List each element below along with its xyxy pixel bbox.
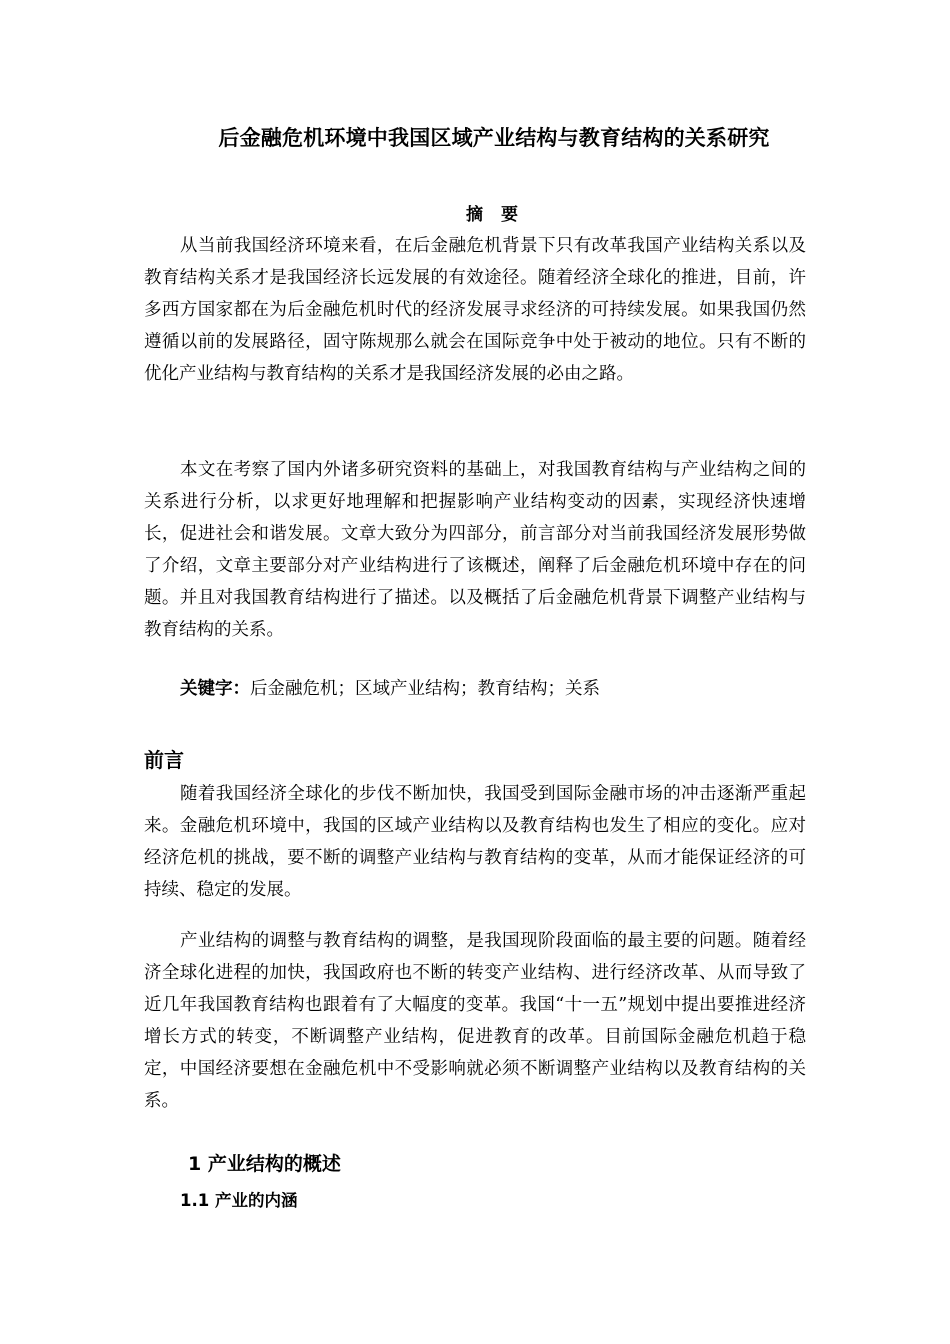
keywords-line xyxy=(180,673,600,705)
abstract-paragraph-1: 从当前我国经济环境来看，在后金融危机背景下只有改革我国产业结构关系以及教育结构关系才是我国经济长远发展的有效途径。随着经济全球化的推进，目前，许多西方国家都在为后金融危机时代的经济发展寻求经济的可持续发展。如果我国仍然遵循以前的发展路径，固守陈规那么就会在国际竞争中处于被动的地位。只有不断的优化产业结构与教育结构的关系才是我国经济发展的必由之路。 xyxy=(144,236,806,384)
preface-paragraph-2: 产业结构的调整与教育结构的调整，是我国现阶段面临的最主要的问题。随着经济全球化进程的加快，我国政府也不断的转变产业结构、进行经济改革、从而导致了近几年我国教育结构也跟着有了大幅度的变革。我国“十一五”规划中提出要推进经济增长方式的转变，不断调整产业结构，促进教育的改革。目前国际金融危机趋于稳定，中国经济要想在金融危机中不受影响就必须不断调整产业结构以及教育结构的关系。 xyxy=(144,931,806,1111)
preface-heading: 前言 xyxy=(144,748,184,772)
preface-paragraph-1: 随着我国经济全球化的步伐不断加快，我国受到国际金融市场的冲击逐渐严重起来。金融危机环境中，我国的区域产业结构以及教育结构也发生了相应的变化。应对经济危机的挑战，要不断的调整产业结构与教育结构的变革，从而才能保证经济的可持续、稳定的发展。 xyxy=(144,784,806,900)
document-title: 后金融危机环境中我国区域产业结构与教育结构的关系研究 xyxy=(218,126,770,150)
keywords-value: 后金融危机；区域产业结构；教育结构；关系 xyxy=(250,679,600,699)
abstract-paragraph-2: 本文在考察了国内外诸多研究资料的基础上，对我国教育结构与产业结构之间的关系进行分析，以求更好地理解和把握影响产业结构变动的因素，实现经济快速增长，促进社会和谐发展。文章大致分为四部分，前言部分对当前我国经济发展形势做了介绍，文章主要部分对产业结构进行了该概述，阐释了后金融危机环境中存在的问题。并且对我国教育结构进行了描述。以及概括了后金融危机背景下调整产业结构与教育结构的关系。 xyxy=(144,460,806,640)
keywords-label: 关键字： xyxy=(180,679,250,699)
section-1-1-heading: 1.1 产业的内涵 xyxy=(180,1191,298,1210)
section-1-heading: 1 产业结构的概述 xyxy=(188,1153,341,1175)
abstract-heading: 摘 要 xyxy=(466,205,524,225)
